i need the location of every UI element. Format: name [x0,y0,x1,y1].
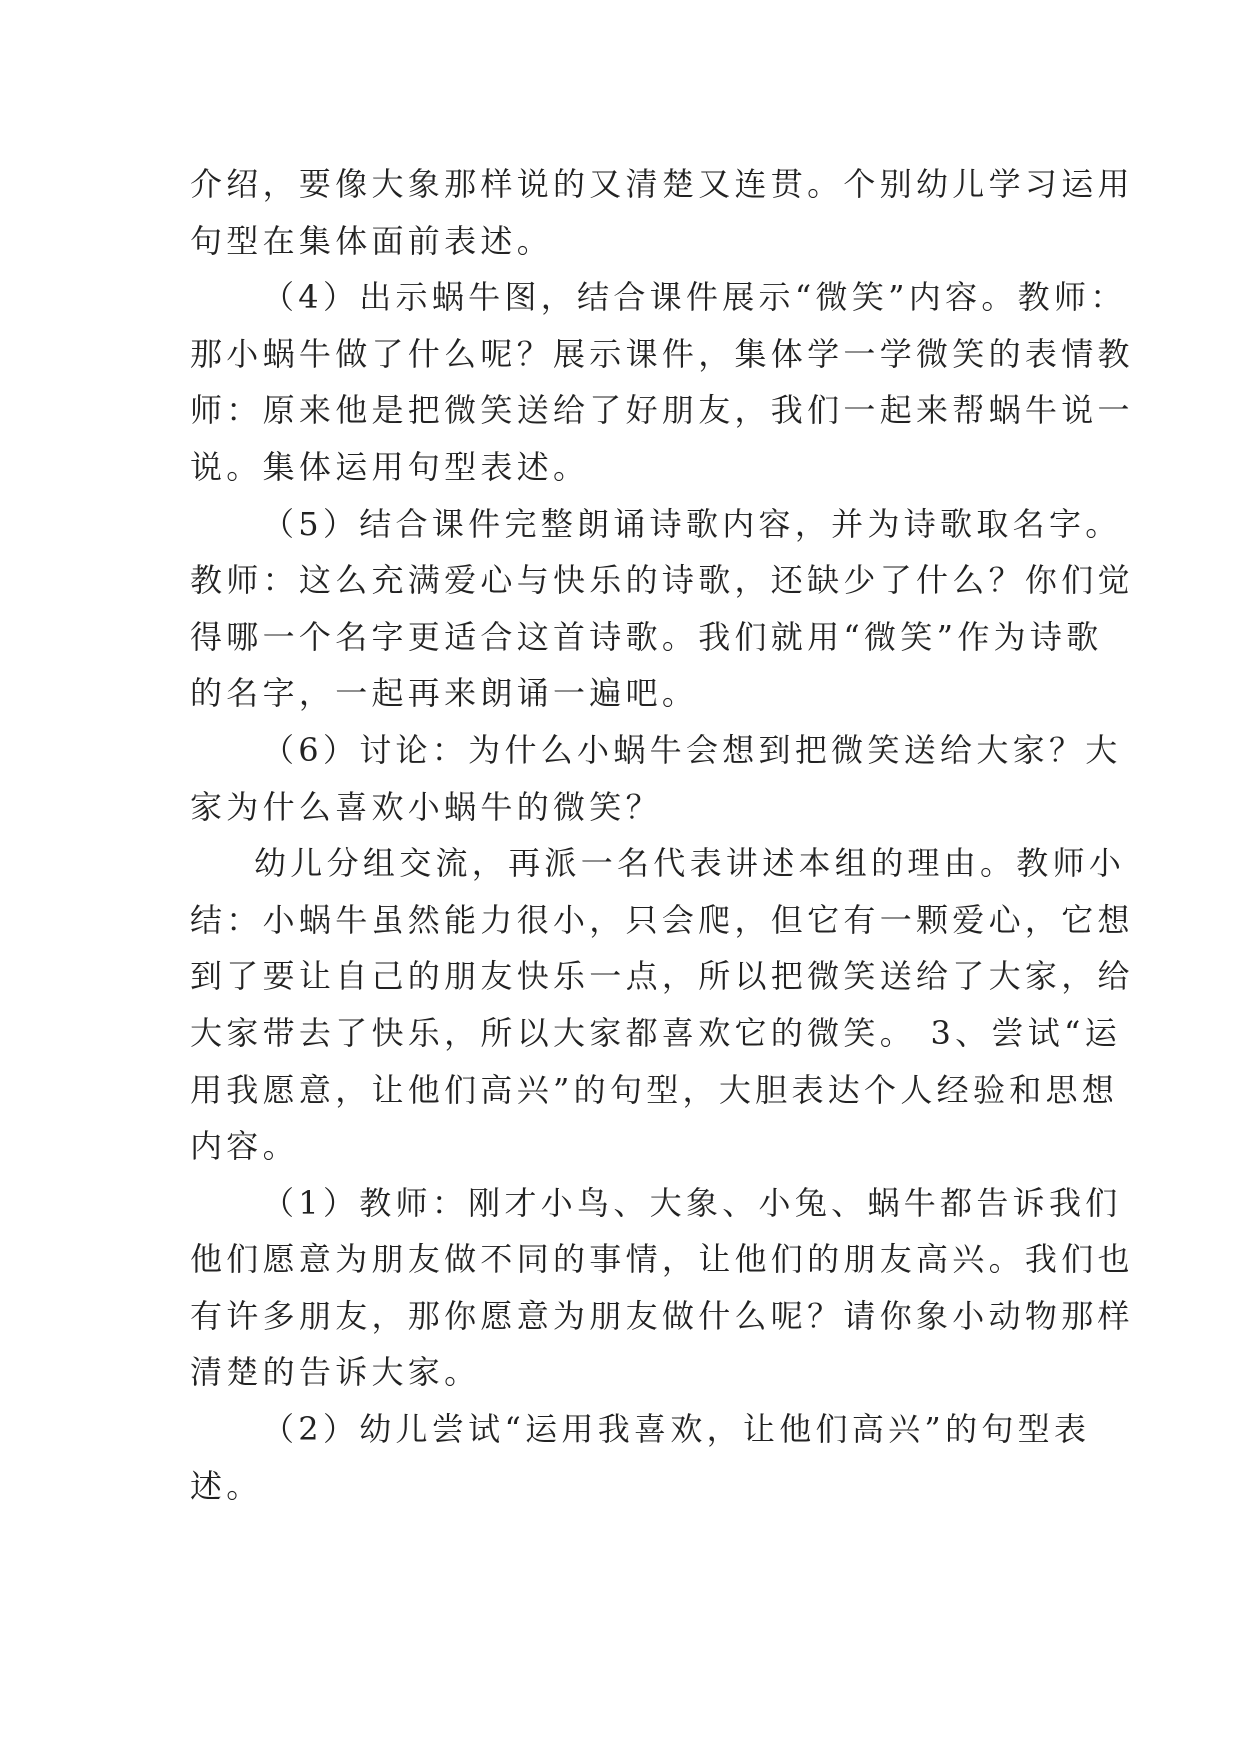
text-line: 幼儿分组交流，再派一名代表讲述本组的理由。教师小 [254,844,1126,883]
paragraph-step-2 [190,1401,1091,1514]
text-line: 述。 [190,1466,263,1505]
paragraph-step-4 [190,269,1134,495]
text-line: 的名字，一起再来朗诵一遍吧。 [190,674,699,713]
paragraph-step-5 [190,496,1134,722]
text-line: 到了要让自己的朋友快乐一点，所以把微笑送给了大家，给 [190,957,1134,996]
text-line: 句型在集体面前表述。 [190,221,554,260]
text-line: 家为什么喜欢小蜗牛的微笑？ [190,787,662,826]
text-line: 他们愿意为朋友做不同的事情，让他们的朋友高兴。我们也 [190,1240,1134,1279]
text-line: 教师：这么充满爱心与快乐的诗歌，还缺少了什么？你们觉 [190,561,1134,600]
text-line: （4）出示蜗牛图，结合课件展示“微笑”内容。教师： [262,278,1127,317]
paragraph-group-discussion [190,835,1134,1175]
text-line: 大家带去了快乐，所以大家都喜欢它的微笑。 3、尝试“运 [190,1013,1121,1052]
text-line: 清楚的告诉大家。 [190,1353,481,1392]
text-line: 得哪一个名字更适合这首诗歌。我们就用“微笑”作为诗歌 [190,617,1103,656]
text-line: （2）幼儿尝试“运用我喜欢，让他们高兴”的句型表 [262,1410,1091,1449]
text-line: （1）教师：刚才小鸟、大象、小兔、蜗牛都告诉我们 [262,1183,1122,1222]
document-body [190,156,1134,1514]
text-line: （5）结合课件完整朗诵诗歌内容，并为诗歌取名字。 [262,504,1122,543]
text-line: 那小蜗牛做了什么呢？展示课件，集体学一学微笑的表情教 [190,334,1134,373]
text-line: 用我愿意，让他们高兴”的句型，大胆表达个人经验和思想 [190,1070,1119,1109]
paragraph-intro-continuation [190,156,1134,269]
text-line: 内容。 [190,1127,299,1166]
text-line: 介绍，要像大象那样说的又清楚又连贯。个别幼儿学习运用 [190,165,1134,203]
text-line: 有许多朋友，那你愿意为朋友做什么呢？请你象小动物那样 [190,1296,1134,1335]
text-line: 师：原来他是把微笑送给了好朋友，我们一起来帮蜗牛说一 [190,391,1134,430]
text-line: 说。集体运用句型表述。 [190,447,590,486]
text-line: 结：小蜗牛虽然能力很小，只会爬，但它有一颗爱心，它想 [190,900,1134,939]
paragraph-step-6 [190,722,1122,835]
text-line: （6）讨论：为什么小蜗牛会想到把微笑送给大家？大 [262,730,1122,769]
paragraph-step-1 [190,1175,1134,1401]
